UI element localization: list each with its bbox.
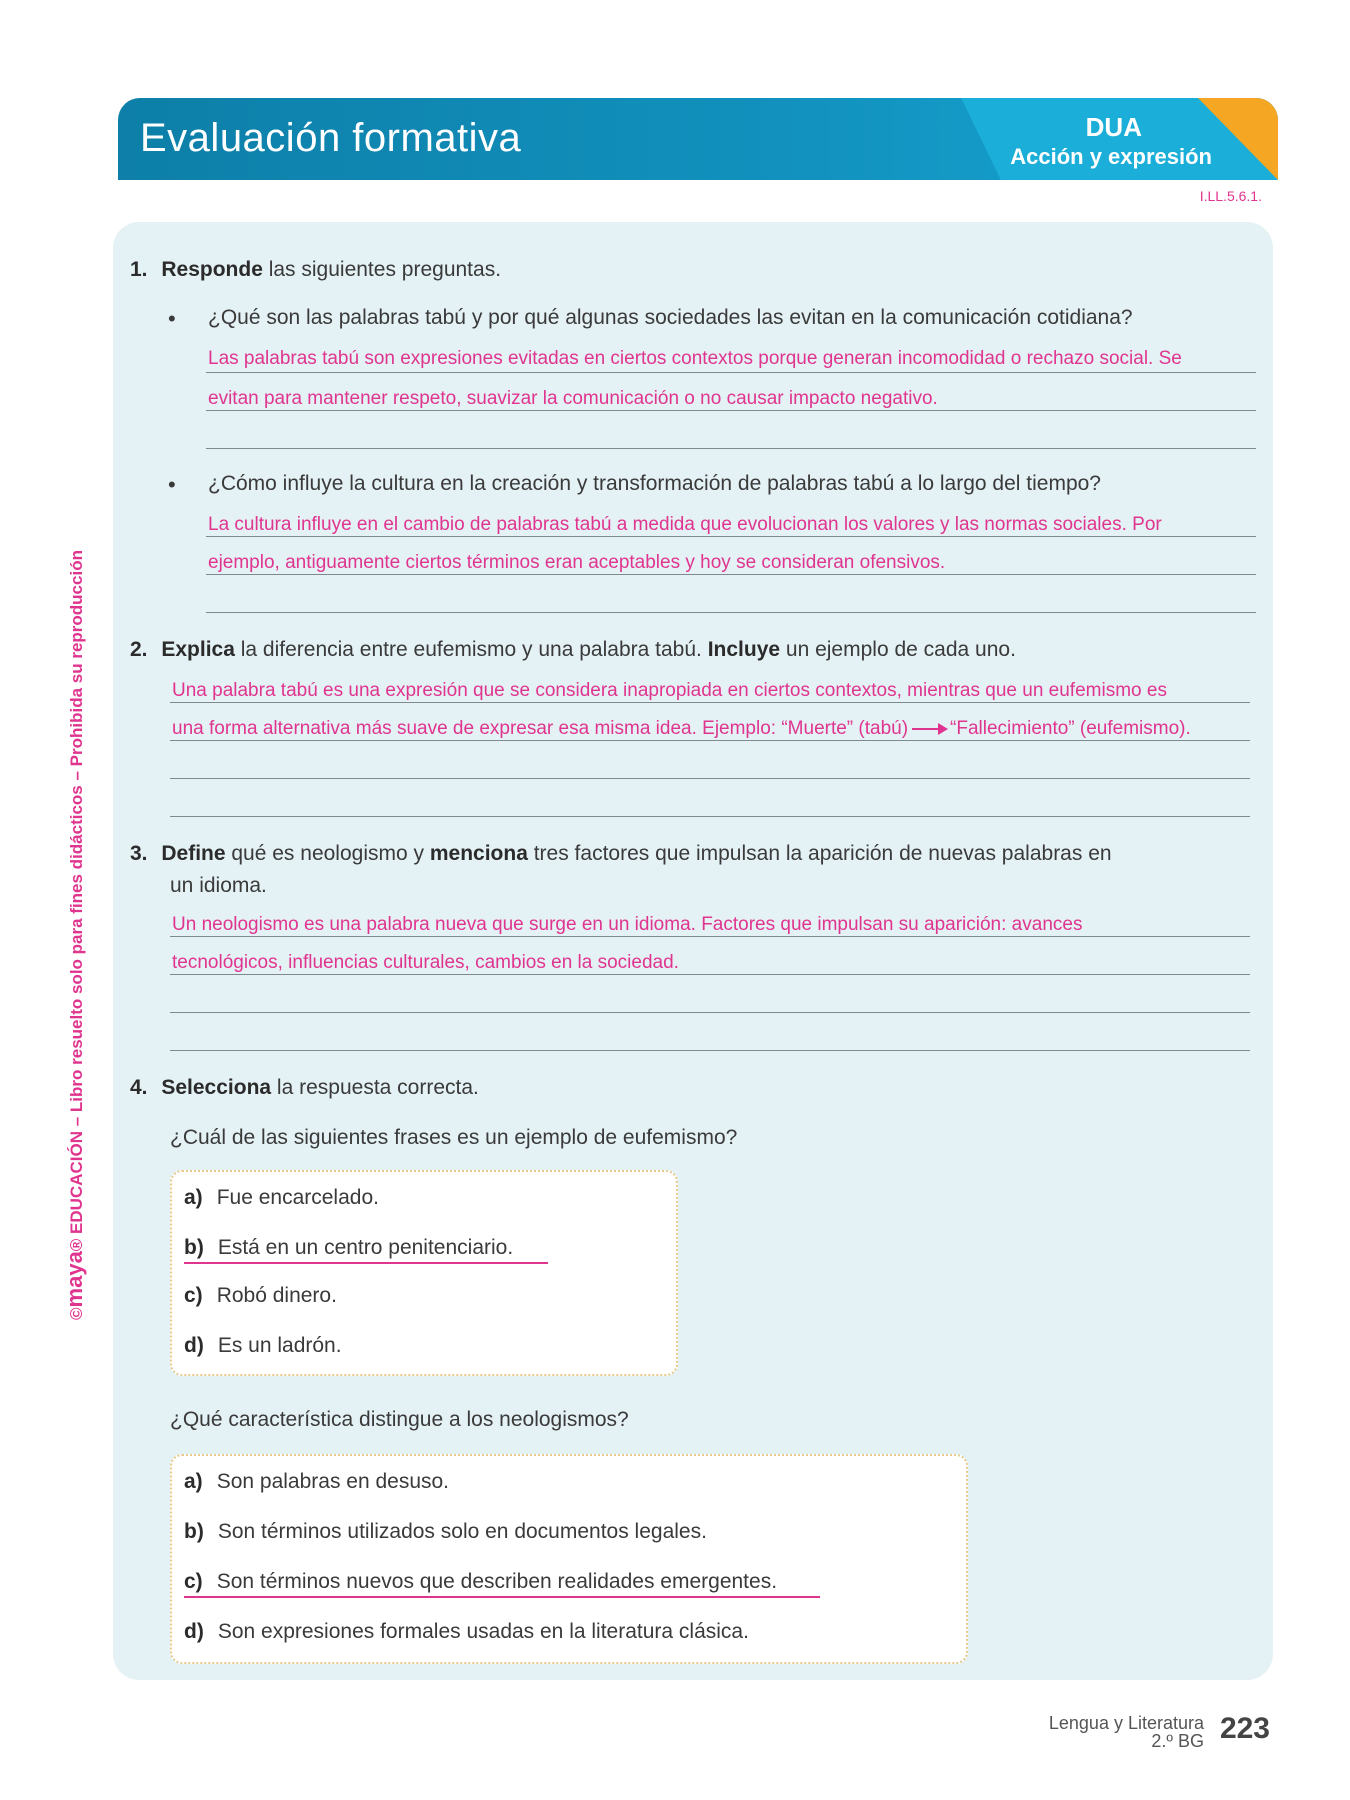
footer-subject: Lengua y Literatura 2.º BG [1048, 1713, 1204, 1751]
answer-3-line-1: Un neologismo es una palabra nueva que surge en un idioma. Factores que impulsan su aparición: avances [172, 914, 1083, 935]
answer-line [206, 536, 1256, 537]
selected-underline [184, 1596, 820, 1598]
page-number: 223 [1219, 1712, 1270, 1745]
dua-label: DUA [1085, 112, 1142, 142]
answer-2-line-2: una forma alternativa más suave de expresar esa misma idea. Ejemplo: “Muerte” (tabú) “Fallecimiento” (eufemismo). [172, 718, 1191, 739]
option-1-d[interactable]: d) Es un ladrón. [184, 1334, 342, 1357]
question-3-continued: un idioma. [170, 874, 267, 897]
answer-line [170, 1012, 1250, 1013]
answer-1-2-line-2: ejemplo, antiguamente ciertos términos eran aceptables y hoy se consideran ofensivos. [208, 552, 946, 573]
bullet-dot: • [168, 306, 176, 331]
answer-line [170, 816, 1250, 817]
answer-line [170, 1050, 1250, 1051]
answer-line [170, 936, 1250, 937]
question-4-prompt-2: ¿Qué característica distingue a los neologismos? [170, 1408, 629, 1431]
option-2-c[interactable]: c) Son términos nuevos que describen realidades emergentes. [184, 1570, 778, 1593]
question-1: 1. Responde las siguientes preguntas. [130, 258, 502, 281]
question-4-prompt-1: ¿Cuál de las siguientes frases es un ejemplo de eufemismo? [170, 1126, 738, 1149]
question-3: 3. Define qué es neologismo y menciona tres factores que impulsan la aparición de nuevas palabras en [130, 842, 1112, 865]
arrow-icon [912, 728, 946, 730]
brand-logo: maya [62, 1251, 87, 1308]
option-2-b[interactable]: b) Son términos utilizados solo en documentos legales. [184, 1520, 707, 1543]
question-4: 4. Selecciona la respuesta correcta. [130, 1076, 479, 1099]
side-watermark: ©maya® EDUCACIÓN – Libro resuelto solo para fines didácticos – Prohibida su reproducción [62, 550, 87, 1320]
page-title: Evaluación formativa [140, 116, 522, 160]
question-2: 2. Explica la diferencia entre eufemismo y una palabra tabú. Incluye un ejemplo de cada uno. [130, 638, 1016, 661]
answer-line [170, 974, 1250, 975]
answer-2-line-1: Una palabra tabú es una expresión que se considera inapropiada en ciertos contextos, mientras que un eufemismo es [172, 680, 1167, 701]
answer-1-2-line-1: La cultura influye en el cambio de palabras tabú a medida que evolucionan los valores y las normas sociales. Por [208, 514, 1162, 535]
answer-line [206, 372, 1256, 373]
question-1-bullet-2: ¿Cómo influye la cultura en la creación y transformación de palabras tabú a lo largo del tiempo? [208, 472, 1101, 495]
answer-line [206, 612, 1256, 613]
option-1-a[interactable]: a) Fue encarcelado. [184, 1186, 379, 1209]
indicator-code: I.LL.5.6.1. [1199, 188, 1262, 204]
option-2-d[interactable]: d) Son expresiones formales usadas en la literatura clásica. [184, 1620, 749, 1643]
answer-line [170, 778, 1250, 779]
answer-line [206, 410, 1256, 411]
option-1-c[interactable]: c) Robó dinero. [184, 1284, 337, 1307]
question-1-bullet-1: ¿Qué son las palabras tabú y por qué algunas sociedades las evitan en la comunicación cotidiana? [208, 306, 1133, 329]
answer-3-line-2: tecnológicos, influencias culturales, cambios en la sociedad. [172, 952, 679, 973]
answer-line [170, 740, 1250, 741]
answer-1-1-line-1: Las palabras tabú son expresiones evitadas en ciertos contextos porque generan incomodidad o rechazo social. Se [208, 348, 1182, 369]
answer-line [206, 574, 1256, 575]
answer-line [206, 448, 1256, 449]
answer-line [170, 702, 1250, 703]
header-banner [118, 98, 1278, 180]
option-2-a[interactable]: a) Son palabras en desuso. [184, 1470, 450, 1493]
option-1-b[interactable]: b) Está en un centro penitenciario. [184, 1236, 514, 1259]
selected-underline [184, 1262, 548, 1264]
dua-subtitle: Acción y expresión [1010, 144, 1212, 169]
answer-1-1-line-2: evitan para mantener respeto, suavizar la comunicación o no causar impacto negativo. [208, 388, 938, 409]
bullet-dot: • [168, 472, 176, 497]
